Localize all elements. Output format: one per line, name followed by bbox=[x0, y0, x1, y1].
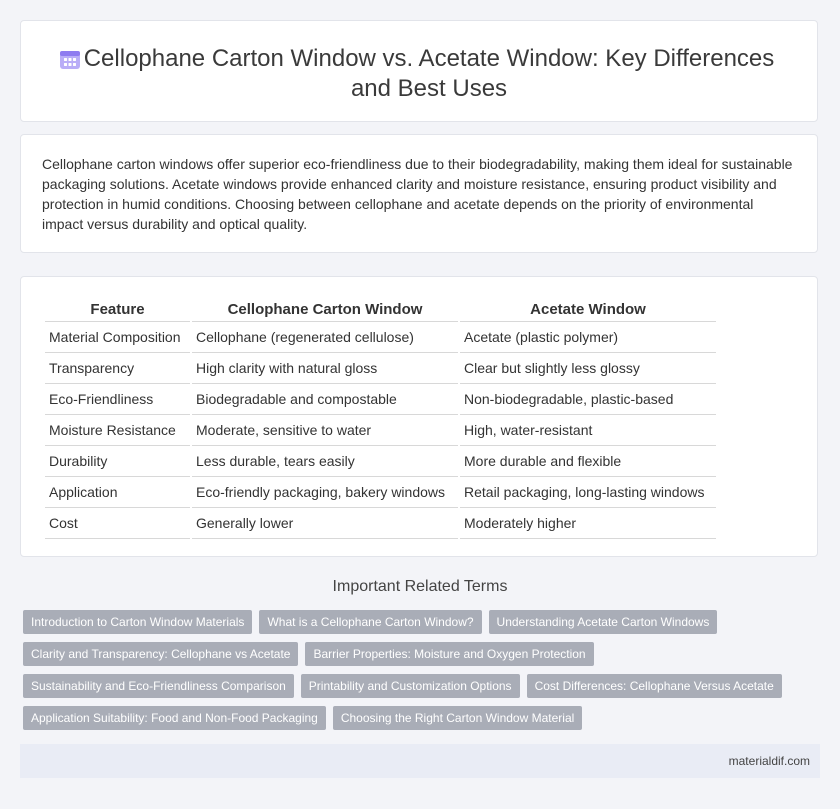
tag-row bbox=[23, 674, 813, 698]
tag-row bbox=[23, 642, 813, 666]
cell-cellophane: Biodegradable and compostable bbox=[192, 384, 458, 415]
cell-feature: Transparency bbox=[45, 353, 190, 384]
related-term-tag[interactable]: What is a Cellophane Carton Window? bbox=[259, 610, 481, 634]
cell-acetate: Clear but slightly less glossy bbox=[460, 353, 716, 384]
page-title: Cellophane Carton Window vs. Acetate Window: Key Differences and Best Uses bbox=[83, 45, 775, 102]
comparison-card bbox=[20, 276, 818, 557]
related-term-tag[interactable]: Application Suitability: Food and Non-Food Packaging bbox=[23, 706, 326, 730]
related-term-tag[interactable]: Cost Differences: Cellophane Versus Acetate bbox=[527, 674, 782, 698]
table-row bbox=[45, 322, 716, 353]
table-row bbox=[45, 477, 716, 508]
cell-acetate: More durable and flexible bbox=[460, 446, 716, 477]
table-header-row bbox=[45, 295, 716, 322]
footer-site-link[interactable]: materialdif.com bbox=[728, 754, 810, 768]
table-row bbox=[45, 353, 716, 384]
cell-acetate: Acetate (plastic polymer) bbox=[460, 322, 716, 353]
related-term-tag[interactable]: Sustainability and Eco-Friendliness Comparison bbox=[23, 674, 294, 698]
summary-card bbox=[20, 134, 818, 253]
table-row bbox=[45, 508, 716, 539]
table-row bbox=[45, 384, 716, 415]
related-term-tag[interactable]: Introduction to Carton Window Materials bbox=[23, 610, 252, 634]
header-feature: Feature bbox=[45, 295, 190, 322]
cell-acetate: Retail packaging, long-lasting windows bbox=[460, 477, 716, 508]
cell-feature: Material Composition bbox=[45, 322, 190, 353]
cell-acetate: Moderately higher bbox=[460, 508, 716, 539]
cell-acetate: High, water-resistant bbox=[460, 415, 716, 446]
cell-feature: Cost bbox=[45, 508, 190, 539]
cell-cellophane: Eco-friendly packaging, bakery windows bbox=[192, 477, 458, 508]
cell-acetate: Non-biodegradable, plastic-based bbox=[460, 384, 716, 415]
cell-cellophane: Moderate, sensitive to water bbox=[192, 415, 458, 446]
related-term-tag[interactable]: Choosing the Right Carton Window Material bbox=[333, 706, 582, 730]
cell-feature: Moisture Resistance bbox=[45, 415, 190, 446]
cell-feature: Application bbox=[45, 477, 190, 508]
tag-row bbox=[23, 610, 813, 634]
related-term-tag[interactable]: Understanding Acetate Carton Windows bbox=[489, 610, 718, 634]
footer bbox=[20, 744, 820, 778]
table-row bbox=[45, 446, 716, 477]
comparison-table bbox=[43, 295, 718, 539]
title-card bbox=[20, 20, 818, 122]
related-terms-title: Important Related Terms bbox=[332, 578, 508, 595]
cell-cellophane: Generally lower bbox=[192, 508, 458, 539]
cell-cellophane: High clarity with natural gloss bbox=[192, 353, 458, 384]
related-term-tag[interactable]: Printability and Customization Options bbox=[301, 674, 520, 698]
header-cellophane: Cellophane Carton Window bbox=[192, 295, 458, 322]
cell-cellophane: Cellophane (regenerated cellulose) bbox=[192, 322, 458, 353]
header-acetate: Acetate Window bbox=[460, 295, 716, 322]
cell-cellophane: Less durable, tears easily bbox=[192, 446, 458, 477]
summary-paragraph: Cellophane carton windows offer superior eco-friendliness due to their biodegradability, making them ideal for sustainable packaging solutions. Acetate windows provide enhanced clarity and moisture resistance, ensuring product visibility and protection in humid conditions. Choosing between cellophane and acetate depends on the priority of environmental impact versus durability and optical quality. bbox=[42, 156, 793, 232]
table-row bbox=[45, 415, 716, 446]
tag-row bbox=[23, 706, 813, 730]
related-terms-list bbox=[23, 610, 813, 738]
cell-feature: Eco-Friendliness bbox=[45, 384, 190, 415]
related-term-tag[interactable]: Barrier Properties: Moisture and Oxygen Protection bbox=[305, 642, 593, 666]
related-term-tag[interactable]: Clarity and Transparency: Cellophane vs Acetate bbox=[23, 642, 298, 666]
cell-feature: Durability bbox=[45, 446, 190, 477]
